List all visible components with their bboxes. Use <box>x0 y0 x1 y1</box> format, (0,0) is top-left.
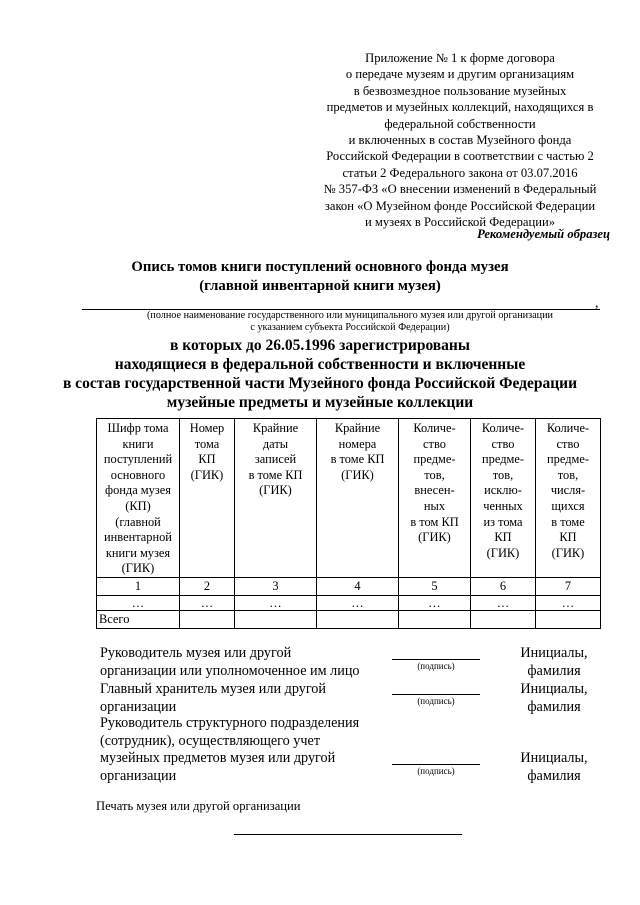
registration-heading <box>0 336 640 412</box>
table-cell: 1 <box>97 577 180 595</box>
table-cell: … <box>235 595 317 610</box>
table-cell <box>399 610 471 628</box>
table-cell: 3 <box>235 577 317 595</box>
table-cell: … <box>399 595 471 610</box>
table-cell <box>317 610 399 628</box>
table-cell: … <box>317 595 399 610</box>
appendix-line: федеральной собственности <box>384 116 536 131</box>
appendix-line: закон «О Музейном фонде Российской Федерации <box>324 198 596 213</box>
total-label-cell: Всего <box>97 610 180 628</box>
curator-initials: Инициалы, фамилия <box>520 681 588 715</box>
table-cell: … <box>471 595 536 610</box>
header-cell-items-added: Количе- ство предме- тов, внесен- ных в том КП (ГИК) <box>399 419 471 578</box>
table-cell: … <box>97 595 180 610</box>
curator-signature-caption: (подпись) <box>417 696 455 706</box>
curator-signature-line <box>392 694 480 695</box>
table-cell: 7 <box>536 577 601 595</box>
appendix-line: Приложение № 1 к форме договора <box>365 51 555 65</box>
director-initials: Инициалы, фамилия <box>520 645 588 679</box>
museum-name-caption <box>60 310 640 334</box>
inventory-table <box>96 418 601 629</box>
title-line: Опись томов книги поступлений основного фонда музея <box>131 259 509 275</box>
department-head-signature-label: Руководитель структурного подразделения (сотрудник), осуществляющего учет музейных предметов музея или другой организации <box>100 715 360 784</box>
appendix-line: о передаче музеям и другим организациям <box>345 67 575 82</box>
director-signature-label: Руководитель музея или другой организации или уполномоченное им лицо <box>100 645 360 679</box>
table-cell <box>180 610 235 628</box>
table-cell: 5 <box>399 577 471 595</box>
department-head-initials: Инициалы, фамилия <box>520 750 588 784</box>
table-cell <box>471 610 536 628</box>
header-cell-volume-number: Номер тома КП (ГИК) <box>180 419 235 578</box>
appendix-line: и включенных в состав Музейного фонда <box>348 133 572 148</box>
table-cell: … <box>180 595 235 610</box>
recommended-sample-label: Рекомендуемый образец <box>477 227 610 241</box>
appendix-line: Российской Федерации в соответствии с частью 2 <box>326 149 594 164</box>
table-cell: … <box>536 595 601 610</box>
table-cell: 2 <box>180 577 235 595</box>
appendix-line: в безвозмездное пользование музейных <box>353 83 567 98</box>
title-line: (главной инвентарной книги музея) <box>199 278 441 294</box>
heading-line: музейные предметы и музейные коллекции <box>166 394 474 411</box>
caption-line: (полное наименование государственного или муниципального музея или другой организации <box>146 310 554 321</box>
department-head-signature-caption: (подпись) <box>417 766 455 776</box>
stamp-line <box>234 834 462 835</box>
curator-signature-label: Главный хранитель музея или другой организации <box>100 681 326 715</box>
heading-line: в состав государственной части Музейного фонда Российской Федерации <box>62 375 578 392</box>
header-cell-items-listed: Количе- ство предме- тов, числя- щихся в томе КП (ГИК) <box>536 419 601 578</box>
header-cell-items-removed: Количе- ство предме- тов, исклю- ченных из тома КП (ГИК) <box>471 419 536 578</box>
fill-comma: , <box>595 296 599 311</box>
table-cell: 6 <box>471 577 536 595</box>
stamp-label: Печать музея или другой организации <box>96 799 301 813</box>
director-signature-line <box>392 659 480 660</box>
appendix-line: статьи 2 Федерального закона от 03.07.2016 <box>342 165 578 180</box>
table-cell <box>235 610 317 628</box>
table-header-row <box>97 419 601 578</box>
document-title <box>0 258 640 296</box>
table-cell: 4 <box>317 577 399 595</box>
header-cell-record-numbers: Крайние номера в томе КП (ГИК) <box>317 419 399 578</box>
caption-line: с указанием субъекта Российской Федерации) <box>250 322 450 333</box>
appendix-line: № 357-ФЗ «О внесении изменений в Федеральный <box>323 182 597 197</box>
table-row <box>97 595 601 610</box>
department-head-signature-line <box>392 764 480 765</box>
appendix-line: предметов и музейных коллекций, находящихся в <box>326 100 594 115</box>
appendix-block <box>300 50 620 230</box>
header-cell-record-dates: Крайние даты записей в томе КП (ГИК) <box>235 419 317 578</box>
table-number-row <box>97 577 601 595</box>
heading-line: в которых до 26.05.1996 зарегистрированы <box>170 337 470 354</box>
table-cell <box>536 610 601 628</box>
header-cell-volume-code: Шифр тома книги поступлений основного фонда музея (КП) (главной инвентарной книги музея (ГИК) <box>97 419 180 578</box>
appendix-line: и музеях в Российской Федерации» <box>364 215 556 230</box>
table-total-row <box>97 610 601 628</box>
director-signature-caption: (подпись) <box>417 661 455 671</box>
heading-line: находящиеся в федеральной собственности и включенные <box>114 356 526 373</box>
